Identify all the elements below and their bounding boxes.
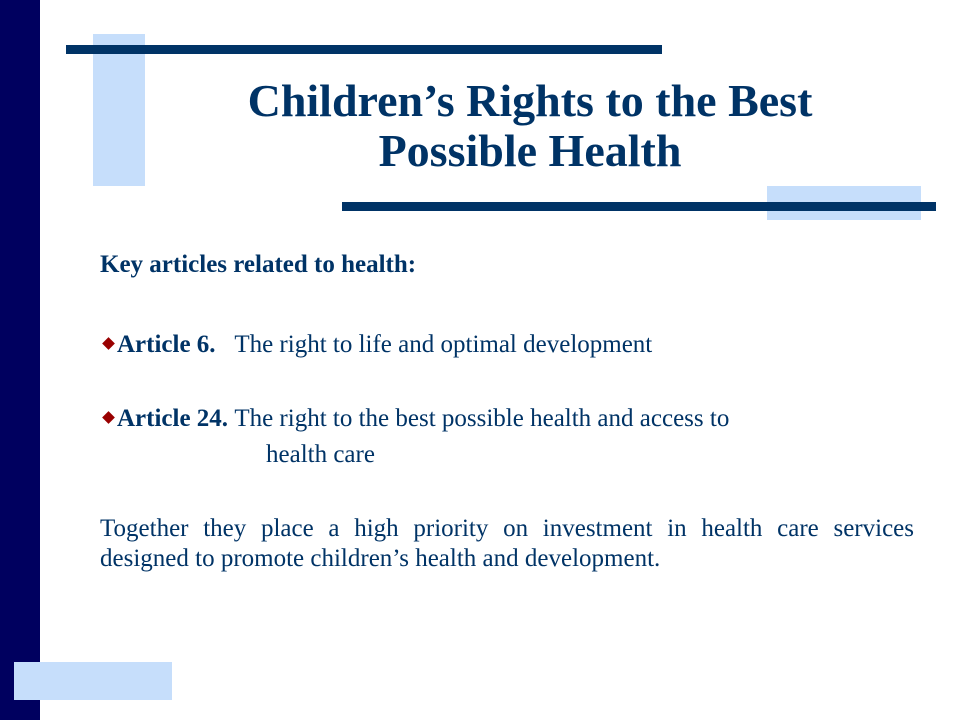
decor-light-blue-block-top — [93, 34, 145, 186]
summary-paragraph: Together they place a high priority on investment in health care services designed to promote children’s health and development. — [100, 515, 914, 572]
decor-light-blue-block-bottom — [14, 662, 172, 700]
article-text: The right to the best possible health and access to — [234, 405, 730, 432]
diamond-bullet-icon — [102, 411, 115, 424]
decor-title-bottom-rule — [342, 202, 936, 211]
left-navy-bar — [0, 0, 40, 720]
article-text-continuation: health care — [266, 441, 375, 468]
article-label: Article 6. — [117, 331, 216, 358]
article-label: Article 24. — [117, 405, 229, 432]
slide-title — [150, 76, 910, 176]
key-articles-heading: Key articles related to health: — [100, 251, 417, 278]
title-line-2: Possible Health — [378, 125, 682, 176]
article-item — [100, 330, 914, 360]
decor-title-top-rule — [66, 45, 662, 54]
article-text: The right to life and optimal development — [234, 331, 653, 358]
article-item — [100, 404, 914, 434]
diamond-bullet-icon — [102, 337, 115, 350]
slide-body — [100, 250, 914, 599]
title-line-1: Children’s Rights to the Best — [247, 75, 813, 126]
